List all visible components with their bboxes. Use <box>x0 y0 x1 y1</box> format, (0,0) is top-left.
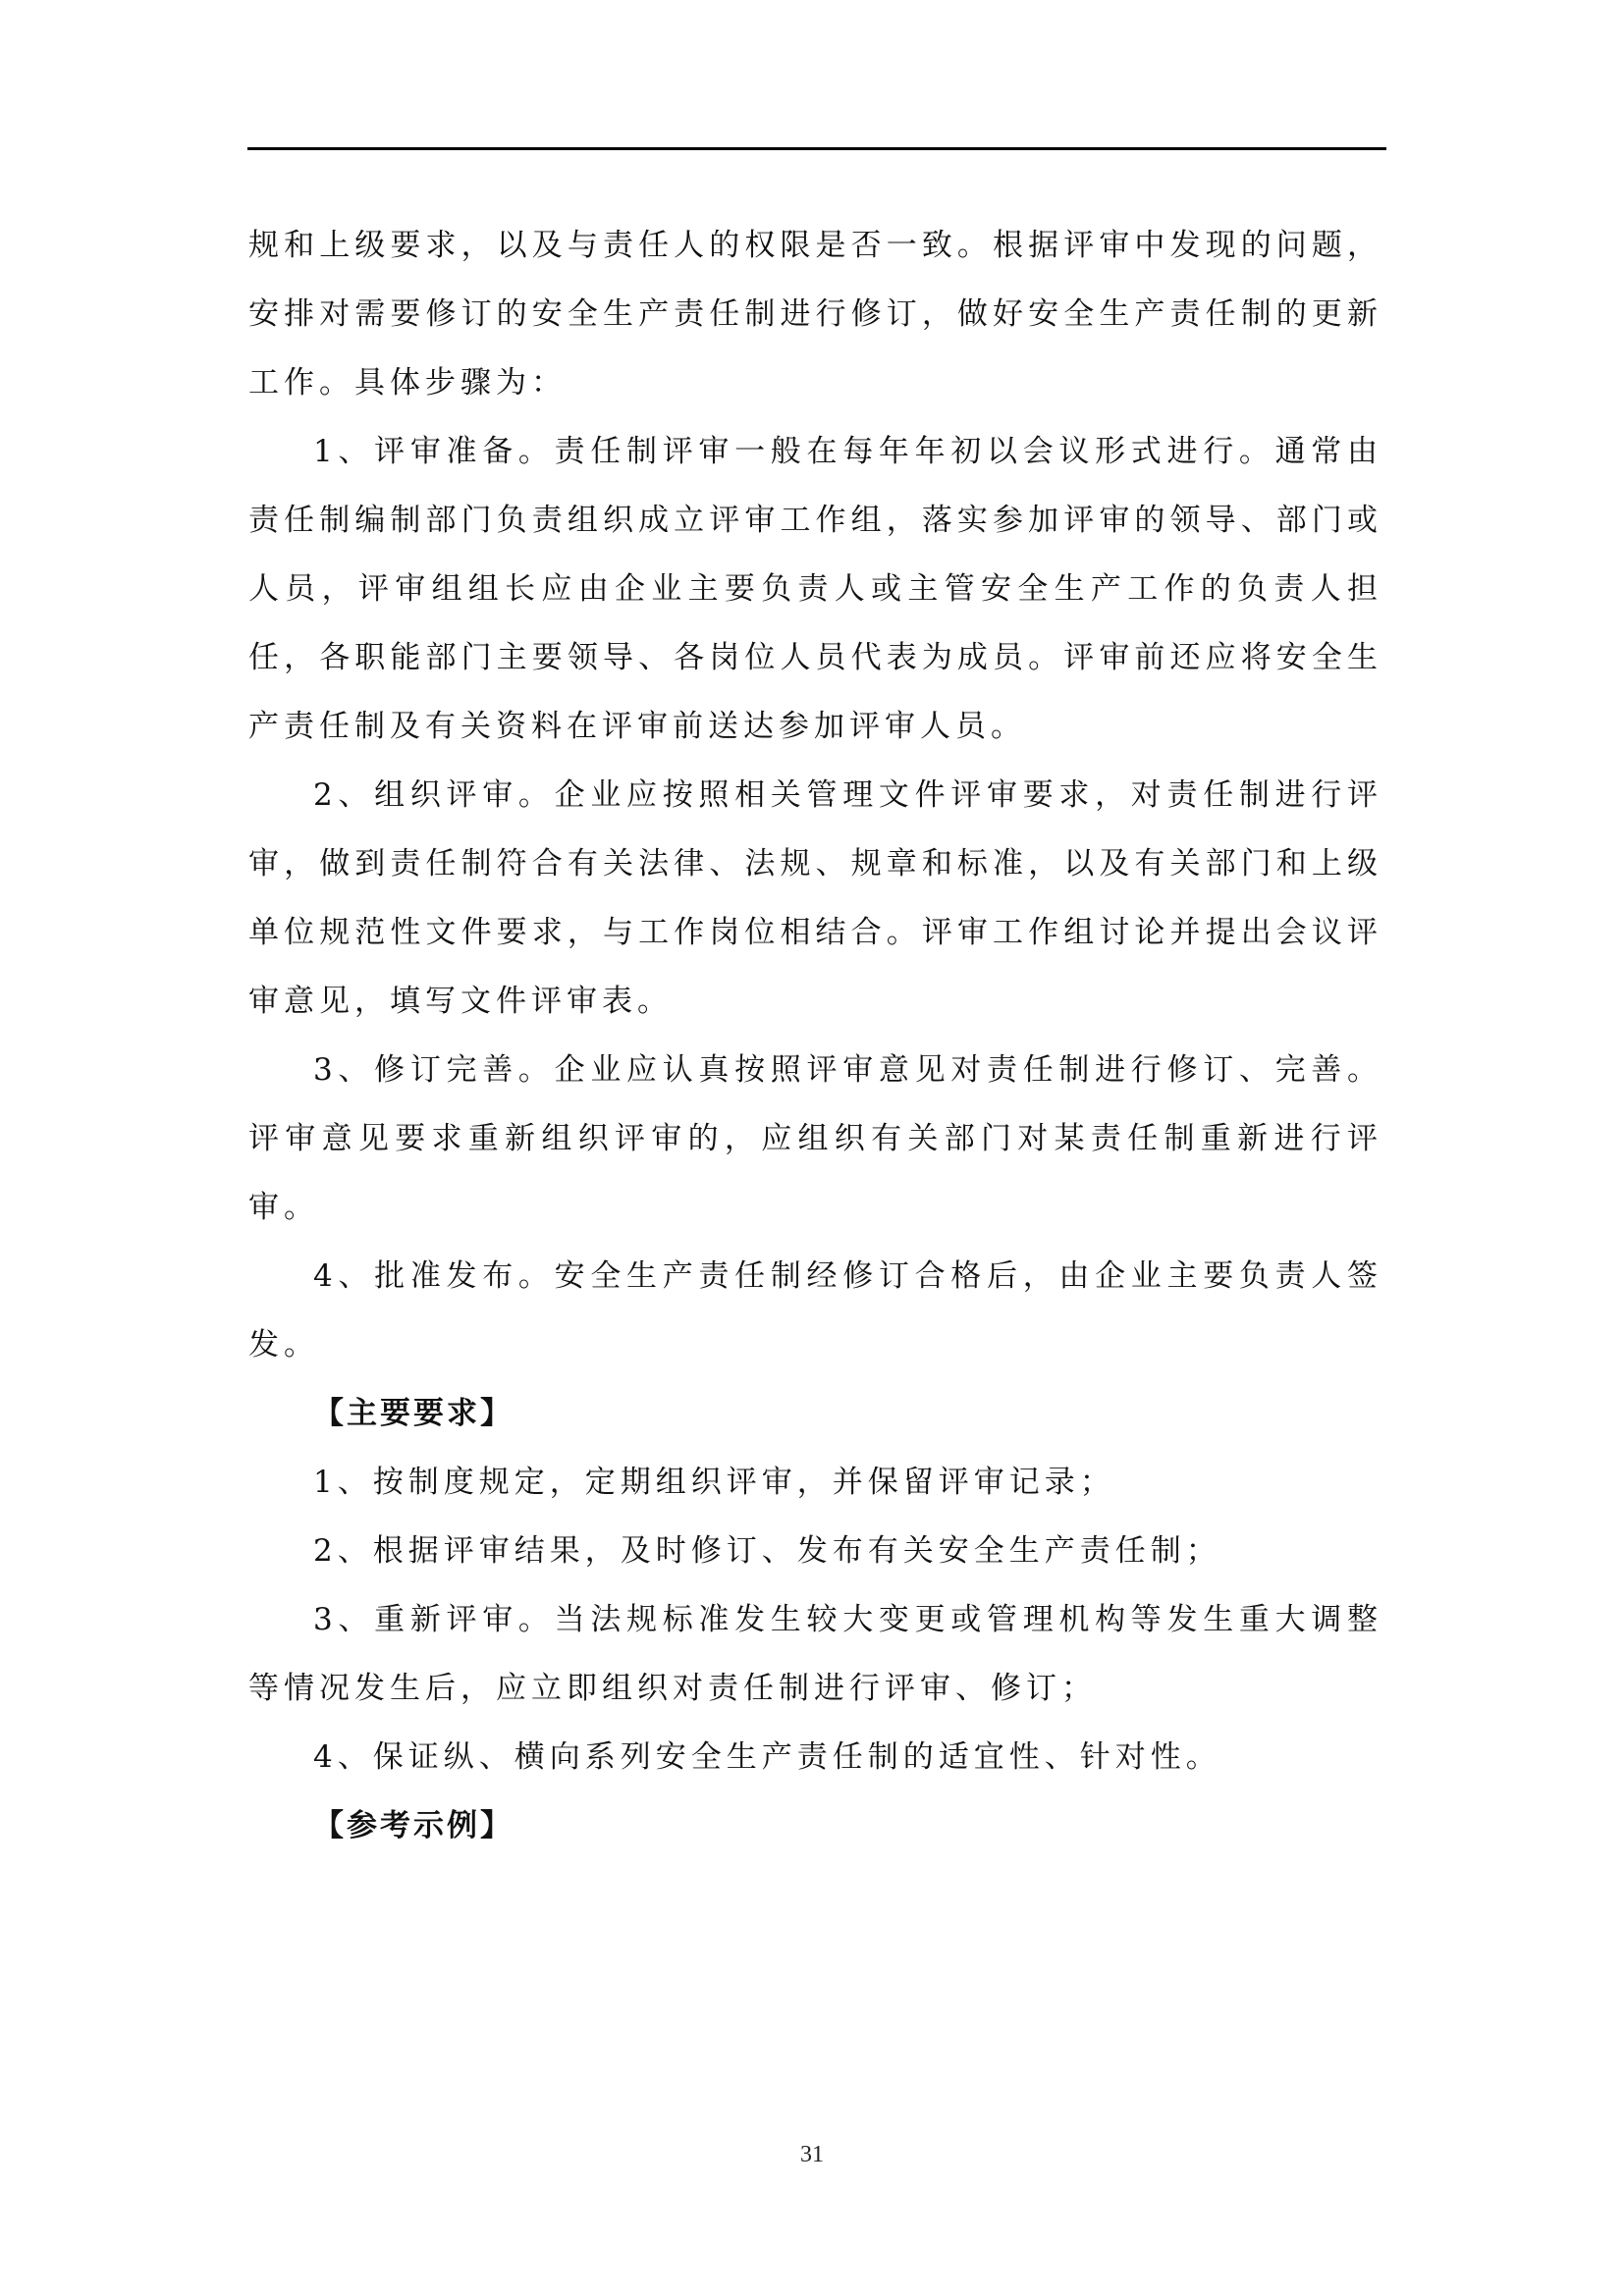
paragraph-step-1: 1、评审准备。责任制评审一般在每年年初以会议形式进行。通常由责任制编制部门负责组织成立评审工作组，落实参加评审的领导、部门或人员，评审组组长应由企业主要负责人或主管安全生产工作的负责人担任，各职能部门主要领导、各岗位人员代表为成员。评审前还应将安全生产责任制及有关资料在评审前送达参加评审人员。 <box>248 434 1382 744</box>
section-heading-reference-example: 【参考示例】 <box>313 1808 514 1843</box>
requirement-item: 2、根据评审结果，及时修订、发布有关安全生产责任制； <box>313 1533 1221 1569</box>
document-body <box>248 211 1382 1860</box>
page-number: 31 <box>800 2142 824 2167</box>
section-heading-main-requirements: 【主要要求】 <box>313 1396 514 1431</box>
paragraph-step-3: 3、修订完善。企业应认真按照评审意见对责任制进行修订、完善。评审意见要求重新组织评审的，应组织有关部门对某责任制重新进行评审。 <box>248 1052 1382 1225</box>
paragraph-continuation: 规和上级要求，以及与责任人的权限是否一致。根据评审中发现的问题，安排对需要修订的安全生产责任制进行修订，做好安全生产责任制的更新工作。具体步骤为： <box>248 228 1382 400</box>
requirement-item: 1、按制度规定，定期组织评审，并保留评审记录； <box>313 1465 1115 1500</box>
paragraph-step-4: 4、批准发布。安全生产责任制经修订合格后，由企业主要负责人签发。 <box>248 1258 1382 1362</box>
requirement-item: 4、保证纵、横向系列安全生产责任制的适宜性、针对性。 <box>313 1739 1221 1775</box>
header-rule <box>247 147 1386 150</box>
requirement-item: 3、重新评审。当法规标准发生较大变更或管理机构等发生重大调整等情况发生后，应立即组织对责任制进行评审、修订； <box>248 1602 1382 1706</box>
paragraph-step-2: 2、组织评审。企业应按照相关管理文件评审要求，对责任制进行评审，做到责任制符合有关法律、法规、规章和标准，以及有关部门和上级单位规范性文件要求，与工作岗位相结合。评审工作组讨论并提出会议评审意见，填写文件评审表。 <box>248 777 1382 1019</box>
